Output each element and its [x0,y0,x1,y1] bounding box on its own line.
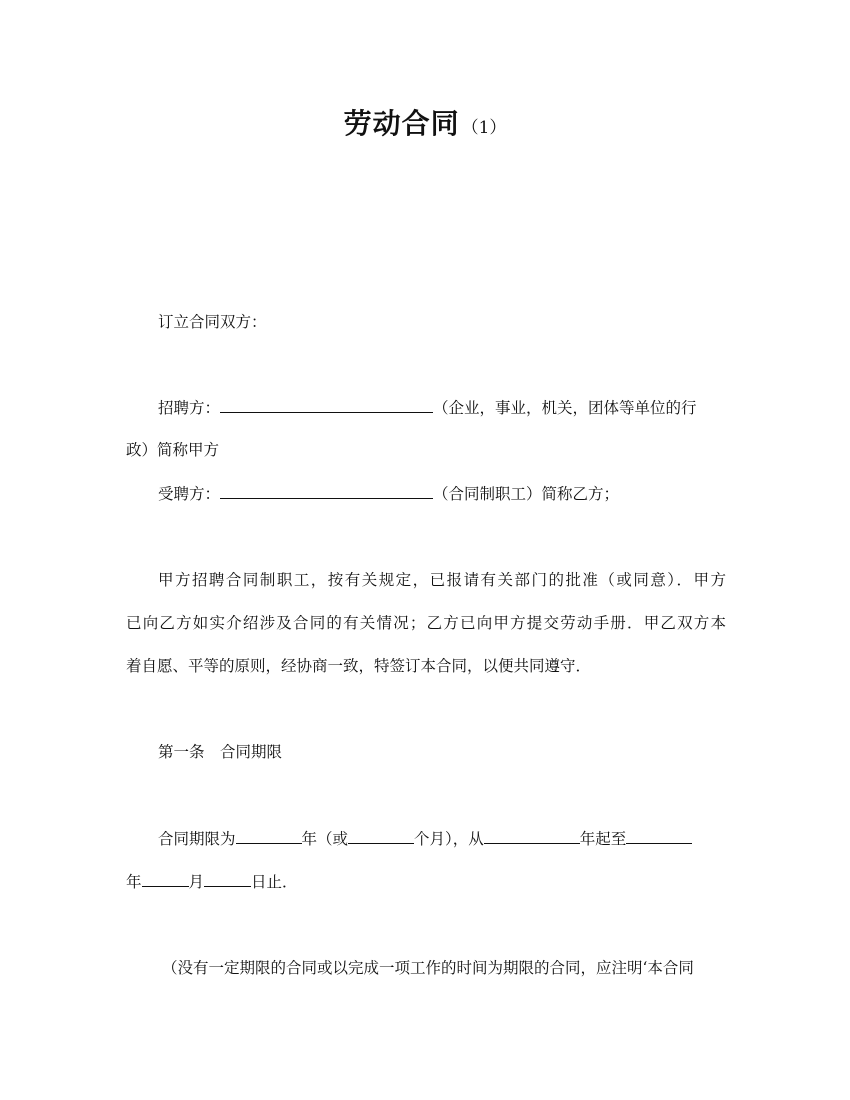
employer-blank[interactable] [220,398,433,413]
document-title [0,102,850,142]
intro-line-1: 甲方招聘合同制职工，按有关规定，已报请有关部门的批准（或同意）．甲方 [158,571,726,589]
end-year-blank[interactable] [626,829,692,844]
term-line-2 [126,872,726,892]
title-suffix: （1） [461,118,507,138]
end-month-blank[interactable] [142,872,189,887]
term-years-label: 年（或 [301,830,349,848]
employee-line [158,484,726,504]
start-label: 年起至 [579,830,627,848]
article-1-heading: 第一条 合同期限 [158,743,283,761]
intro-line-3: 着自愿、平等的原则，经协商一致，特签订本合同，以便共同遵守． [126,657,592,675]
employer-note-continued: 政）简称甲方 [126,441,220,459]
end-month-label: 月 [188,873,205,891]
employer-label: 招聘方： [158,399,221,417]
employee-note: （合同制职工）简称乙方； [433,485,620,503]
term-years-blank[interactable] [236,829,302,844]
intro-line-2: 已向乙方如实介绍涉及合同的有关情况；乙方已向甲方提交劳动手册．甲乙双方本 [126,614,726,632]
start-year-blank[interactable] [484,829,580,844]
parties-heading: 订立合同双方： [158,313,267,331]
employer-line [158,398,726,418]
term-label: 合同期限为 [158,830,236,848]
term-months-blank[interactable] [348,829,414,844]
employee-label: 受聘方： [158,485,221,503]
end-day-label: 日止． [251,873,298,891]
term-line-1 [158,829,726,849]
end-day-blank[interactable] [204,872,251,887]
note-line-1: （没有一定期限的合同或以完成一项工作的时间为期限的合同，应注明‘本合同 [162,959,694,977]
title-main: 劳动合同 [343,107,460,140]
employer-note: （企业，事业，机关，团体等单位的行 [433,399,697,417]
employee-blank[interactable] [220,484,433,499]
term-months-label: 个月），从 [414,830,484,848]
end-year-label: 年 [126,873,142,891]
